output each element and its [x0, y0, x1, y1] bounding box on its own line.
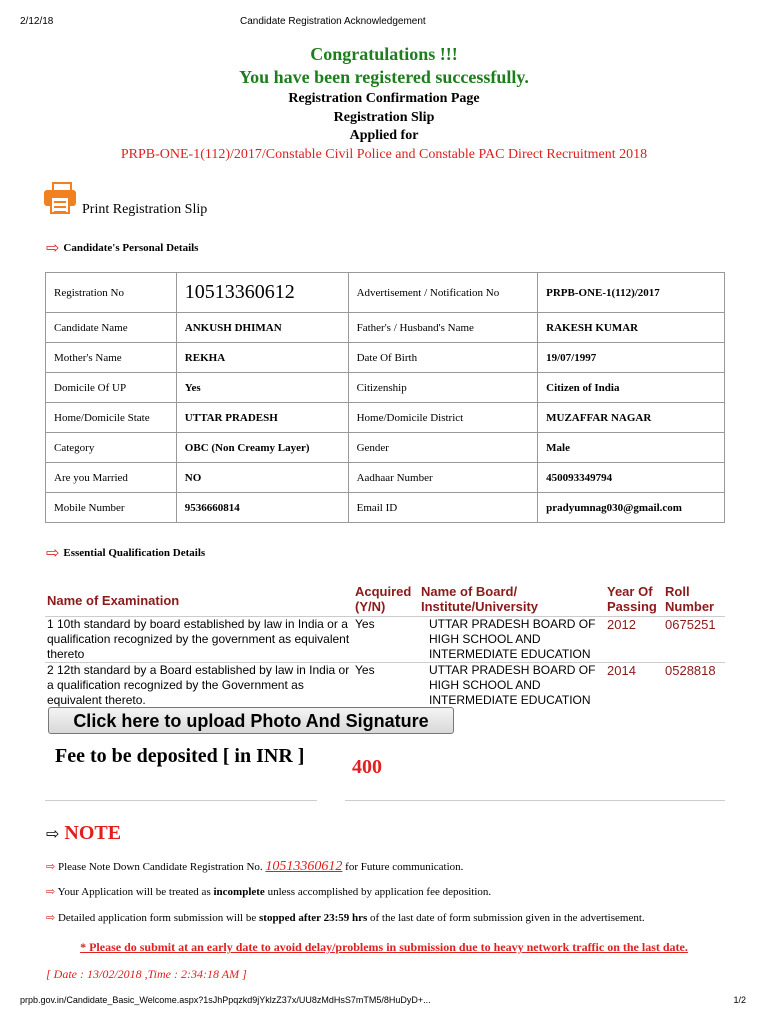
- board-name: UTTAR PRADESH BOARD OF HIGH SCHOOL AND INTERMEDIATE EDUCATION: [419, 662, 605, 708]
- fee-label: Fee to be deposited [ in INR ]: [55, 745, 305, 767]
- personal-details-heading: ⇨ Candidate's Personal Details: [46, 240, 199, 257]
- roll-number: 0675251: [663, 616, 725, 662]
- field-label: Citizenship: [348, 373, 538, 403]
- arrow-icon: ⇨: [46, 240, 60, 257]
- confirmation-title: Registration Confirmation Page: [288, 91, 480, 106]
- column-header: Name of Board/ Institute/University: [421, 583, 539, 614]
- personal-details-table: [45, 272, 725, 523]
- table-row: [46, 433, 725, 463]
- field-label: Advertisement / Notification No: [348, 273, 538, 313]
- column-header: Acquired (Y/N): [355, 583, 412, 614]
- note-registration-number: 10513360612: [265, 859, 343, 874]
- acquired: Yes: [353, 662, 419, 708]
- note-heading: ⇨ NOTE: [46, 822, 122, 844]
- acquired: Yes: [353, 616, 419, 662]
- field-value: PRPB-ONE-1(112)/2017: [538, 273, 725, 313]
- print-slip-label[interactable]: Print Registration Slip: [82, 202, 208, 217]
- field-label: Domicile Of UP: [46, 373, 177, 403]
- field-value: 19/07/1997: [538, 343, 725, 373]
- column-header: Roll Number: [665, 583, 715, 614]
- field-label: Mobile Number: [46, 493, 177, 523]
- passing-year: 2014: [605, 662, 663, 708]
- field-value: Yes: [176, 373, 348, 403]
- table-header-row: [45, 580, 725, 616]
- print-slip-link[interactable]: [44, 182, 208, 217]
- upload-photo-signature-button[interactable]: Click here to upload Photo And Signature: [48, 707, 454, 734]
- slip-title: Registration Slip: [333, 110, 435, 125]
- print-date: 2/12/18: [20, 16, 54, 27]
- fee-amount: 400: [352, 756, 382, 778]
- field-value: 9536660814: [176, 493, 348, 523]
- table-row: [46, 313, 725, 343]
- note-line-3: ⇨ Detailed application form submission will be stopped after 23:59 hrs of the last date of form submission given in the advertisement.: [46, 912, 645, 924]
- table-row: [45, 616, 725, 662]
- arrow-icon: ⇨: [46, 826, 60, 843]
- column-header: Year Of Passing: [607, 583, 657, 614]
- table-row: [46, 343, 725, 373]
- applied-for-label: Applied for: [349, 128, 419, 143]
- footer-url: prpb.gov.in/Candidate_Basic_Welcome.aspx?1sJhPpqzkd9jYklzZ37x/UU8zMdHsS7mTM5/8HuDyD+...: [20, 995, 431, 1005]
- printer-icon[interactable]: [44, 182, 76, 214]
- qualification-heading: ⇨ Essential Qualification Details: [46, 545, 206, 562]
- field-value: REKHA: [176, 343, 348, 373]
- table-row: [46, 403, 725, 433]
- table-row: [46, 463, 725, 493]
- arrow-icon: ⇨: [46, 886, 56, 898]
- arrow-icon: ⇨: [46, 861, 56, 873]
- timestamp: [ Date : 13/02/2018 ,Time : 2:34:18 AM ]: [46, 967, 247, 981]
- field-value: NO: [176, 463, 348, 493]
- field-value: OBC (Non Creamy Layer): [176, 433, 348, 463]
- warning-text: * Please do submit at an early date to avoid delay/problems in submission due to heavy network traffic on the last date.: [80, 940, 688, 954]
- page-number: 1/2: [733, 995, 746, 1005]
- field-label: Aadhaar Number: [348, 463, 538, 493]
- registration-number: 10513360612: [176, 273, 348, 313]
- field-value: UTTAR PRADESH: [176, 403, 348, 433]
- success-text: You have been registered successfully.: [239, 67, 529, 87]
- field-label: Candidate Name: [46, 313, 177, 343]
- qualification-table: [45, 580, 725, 708]
- table-row: [45, 662, 725, 708]
- board-name: UTTAR PRADESH BOARD OF HIGH SCHOOL AND INTERMEDIATE EDUCATION: [419, 616, 605, 662]
- exam-name: 2 12th standard by a Board established by law in India or a qualification recognized by the Government as equivalent thereto.: [45, 662, 353, 708]
- arrow-icon: ⇨: [46, 912, 56, 924]
- field-value: 450093349794: [538, 463, 725, 493]
- passing-year: 2012: [605, 616, 663, 662]
- congrats-text: Congratulations !!!: [310, 44, 458, 64]
- exam-name: 1 10th standard by board established by law in India or a qualification recognized by the government as equivalent thereto: [45, 616, 353, 662]
- field-value: Citizen of India: [538, 373, 725, 403]
- field-label: Date Of Birth: [348, 343, 538, 373]
- post-name: PRPB-ONE-1(112)/2017/Constable Civil Police and Constable PAC Direct Recruitment 2018: [120, 147, 648, 162]
- divider: [45, 800, 317, 801]
- field-label: Email ID: [348, 493, 538, 523]
- field-value: pradyumnag030@gmail.com: [538, 493, 725, 523]
- field-value: ANKUSH DHIMAN: [176, 313, 348, 343]
- field-label: Father's / Husband's Name: [348, 313, 538, 343]
- field-label: Registration No: [46, 273, 177, 313]
- table-row: [46, 373, 725, 403]
- field-label: Gender: [348, 433, 538, 463]
- field-label: Are you Married: [46, 463, 177, 493]
- note-line-2: ⇨ Your Application will be treated as incomplete unless accomplished by application fee deposition.: [46, 886, 492, 898]
- table-row: [46, 273, 725, 313]
- table-row: [46, 493, 725, 523]
- field-label: Home/Domicile District: [348, 403, 538, 433]
- arrow-icon: ⇨: [46, 545, 60, 562]
- field-label: Home/Domicile State: [46, 403, 177, 433]
- field-label: Mother's Name: [46, 343, 177, 373]
- field-value: MUZAFFAR NAGAR: [538, 403, 725, 433]
- field-value: Male: [538, 433, 725, 463]
- divider: [345, 800, 725, 801]
- roll-number: 0528818: [663, 662, 725, 708]
- print-header-title: Candidate Registration Acknowledgement: [240, 16, 426, 27]
- field-value: RAKESH KUMAR: [538, 313, 725, 343]
- column-header: Name of Examination: [47, 592, 180, 608]
- note-line-1: ⇨ Please Note Down Candidate Registration No. 10513360612 for Future communication.: [46, 859, 464, 874]
- field-label: Category: [46, 433, 177, 463]
